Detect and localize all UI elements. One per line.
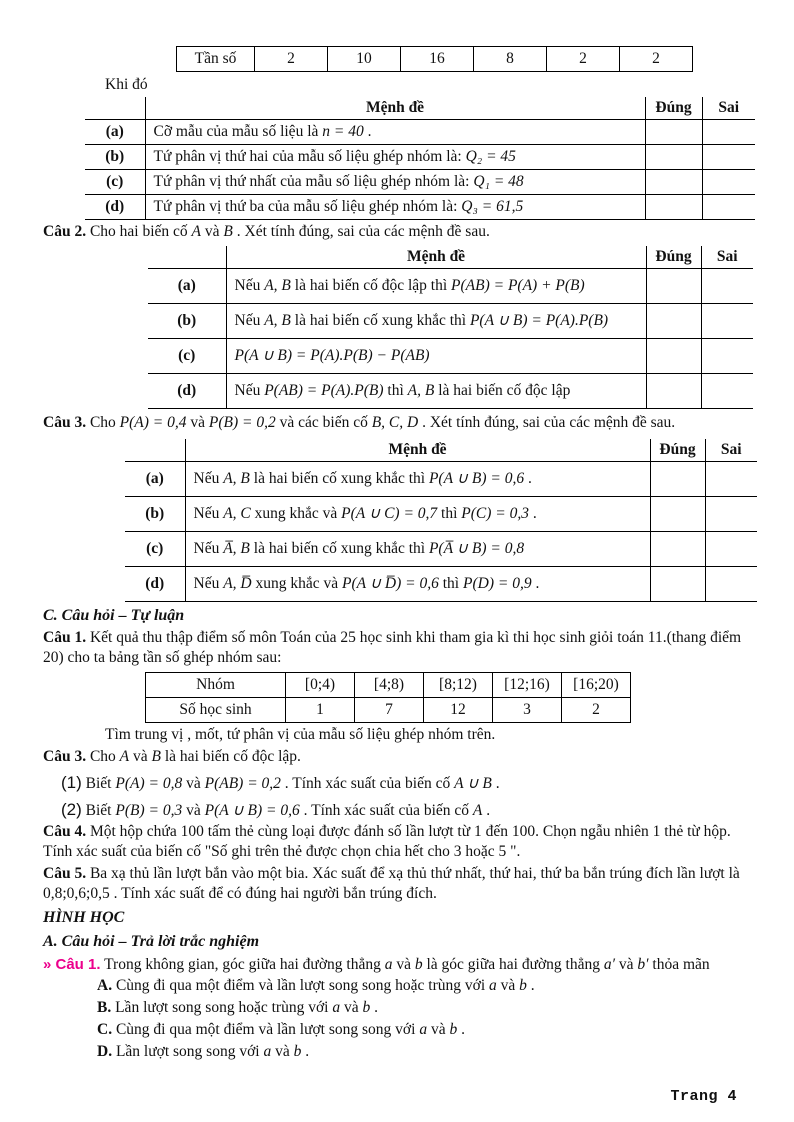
option-text: Lần lượt song song hoặc trùng với a và b . bbox=[111, 999, 378, 1017]
dung-header: Đúng bbox=[645, 97, 702, 119]
table-header-row bbox=[85, 97, 755, 119]
question-text: Cho A và B là hai biến cố độc lập. bbox=[86, 747, 301, 765]
sai-header: Sai bbox=[701, 246, 753, 268]
question-label: Câu 5. bbox=[43, 865, 87, 883]
question-label: Câu 3. bbox=[43, 414, 87, 432]
frequency-value: 10 bbox=[328, 47, 401, 72]
question-text: Kết quả thu thập điểm số môn Toán của 25 học sinh khi tham gia kì thi học sinh giỏi toán 11.(thang điểm 20) cho ta bảng tần số ghép nhóm sau: bbox=[43, 629, 742, 667]
row-label: (d) bbox=[148, 374, 226, 409]
statement-cell: Tứ phân vị thứ hai của mẫu số liệu ghép nhóm là: Q₂ = 45 bbox=[145, 144, 645, 169]
statement-cell: Tứ phân vị thứ ba của mẫu số liệu ghép nhóm là: Q₃ = 61,5 bbox=[145, 194, 645, 219]
statement-table-3 bbox=[125, 439, 757, 602]
group-interval: [0;4) bbox=[286, 673, 355, 698]
question-2-intro bbox=[43, 222, 755, 242]
table-row bbox=[148, 269, 753, 304]
question-label: Câu 4. bbox=[43, 823, 87, 841]
empty-header-cell bbox=[125, 439, 185, 461]
row-label: (d) bbox=[125, 566, 185, 601]
dung-answer-cell bbox=[645, 144, 702, 169]
frequency-table bbox=[176, 46, 693, 72]
dung-answer-cell bbox=[646, 269, 701, 304]
dung-answer-cell bbox=[645, 194, 702, 219]
option-d bbox=[97, 1042, 755, 1062]
dung-answer-cell bbox=[650, 531, 705, 566]
row-label: (b) bbox=[125, 496, 185, 531]
sai-answer-cell bbox=[701, 339, 753, 374]
empty-header-cell bbox=[148, 246, 226, 268]
students-count: 1 bbox=[286, 698, 355, 723]
table-row bbox=[177, 47, 693, 72]
option-a bbox=[97, 976, 755, 996]
option-text: Lần lượt song song với a và b . bbox=[112, 1042, 310, 1060]
sai-answer-cell bbox=[702, 144, 755, 169]
mcq-question-1 bbox=[43, 955, 755, 975]
statement-cell: Nếu A, D̅ xung khắc và P(A ∪ D̅) = 0,6 thì P(D) = 0,9 . bbox=[185, 566, 650, 601]
question-label: Câu 2. bbox=[43, 222, 87, 240]
frequency-value: 2 bbox=[547, 47, 620, 72]
option-text: Cùng đi qua một điểm và lần lượt song song hoặc trùng với a và b . bbox=[112, 977, 535, 995]
row-label: (b) bbox=[148, 304, 226, 339]
table-row bbox=[85, 119, 755, 144]
question-text: Cho hai biến cố A và B . Xét tính đúng, sai của các mệnh đề sau. bbox=[86, 222, 490, 240]
dung-answer-cell bbox=[650, 566, 705, 601]
empty-header-cell bbox=[85, 97, 145, 119]
table-row bbox=[148, 374, 753, 409]
frequency-value: 2 bbox=[620, 47, 693, 72]
sai-header: Sai bbox=[702, 97, 755, 119]
essay-question-1 bbox=[43, 628, 755, 668]
row-label: (b) bbox=[85, 144, 145, 169]
row-label: (a) bbox=[85, 119, 145, 144]
statement-table-1 bbox=[85, 97, 755, 220]
question-text: Cho P(A) = 0,4 và P(B) = 0,2 và các biến cố B, C, D . Xét tính đúng, sai của các mệnh đề sau. bbox=[86, 414, 676, 432]
statement-cell: Tứ phân vị thứ nhất của mẫu số liệu ghép nhóm là: Q₁ = 48 bbox=[145, 169, 645, 194]
row-label: (c) bbox=[125, 531, 185, 566]
row-label: (c) bbox=[148, 339, 226, 374]
statement-cell: Nếu P(AB) = P(A).P(B) thì A, B là hai biến cố độc lập bbox=[226, 374, 646, 409]
khi-do-text: Khi đó bbox=[105, 76, 148, 93]
section-a-heading: A. Câu hỏi – Trả lời trắc nghiệm bbox=[43, 933, 260, 951]
dung-answer-cell bbox=[646, 304, 701, 339]
page-number: Trang 4 bbox=[670, 1087, 737, 1105]
question-label: Câu 3. bbox=[43, 747, 87, 765]
group-interval: [4;8) bbox=[355, 673, 424, 698]
part-text: Biết P(A) = 0,8 và P(AB) = 0,2 . Tính xác suất của biến cố A ∪ B . bbox=[81, 774, 500, 792]
essay-question-5 bbox=[43, 864, 755, 904]
frequency-value: 16 bbox=[401, 47, 474, 72]
statement-cell: Nếu A, C xung khắc và P(A ∪ C) = 0,7 thì P(C) = 0,3 . bbox=[185, 496, 650, 531]
sai-answer-cell bbox=[705, 566, 757, 601]
essay-question-1-task: Tìm trung vị , mốt, tứ phân vị của mẫu số liệu ghép nhóm trên. bbox=[105, 726, 496, 744]
essay-question-4 bbox=[43, 822, 755, 862]
option-label: D. bbox=[97, 1042, 113, 1060]
sai-answer-cell bbox=[702, 194, 755, 219]
option-c bbox=[97, 1020, 755, 1040]
frequency-value: 2 bbox=[255, 47, 328, 72]
sai-answer-cell bbox=[705, 496, 757, 531]
statement-cell: P(A ∪ B) = P(A).P(B) − P(AB) bbox=[226, 339, 646, 374]
part-marker: (1) bbox=[61, 772, 82, 792]
table-row bbox=[85, 169, 755, 194]
table-row bbox=[146, 673, 631, 698]
table-row bbox=[146, 698, 631, 723]
question-text: Trong không gian, góc giữa hai đường thẳng a và b là góc giữa hai đường thẳng a′ và b′ thỏa mãn bbox=[100, 955, 710, 973]
sai-answer-cell bbox=[702, 119, 755, 144]
essay-question-3 bbox=[43, 747, 755, 767]
table-header-row bbox=[125, 439, 757, 461]
statement-table-2 bbox=[148, 246, 753, 409]
students-count: 7 bbox=[355, 698, 424, 723]
question-marker: » Câu 1. bbox=[43, 955, 101, 973]
dung-answer-cell bbox=[645, 119, 702, 144]
option-b bbox=[97, 998, 755, 1018]
row-label: (a) bbox=[148, 269, 226, 304]
sai-answer-cell bbox=[701, 374, 753, 409]
question-label: Câu 1. bbox=[43, 629, 87, 647]
sai-answer-cell bbox=[701, 304, 753, 339]
sai-header: Sai bbox=[705, 439, 757, 461]
sai-answer-cell bbox=[705, 531, 757, 566]
dung-answer-cell bbox=[650, 496, 705, 531]
table-row bbox=[125, 496, 757, 531]
question-text: Một hộp chứa 100 tấm thẻ cùng loại được đánh số lần lượt từ 1 đến 100. Chọn ngẫu nhiên 1 thẻ từ hộp. Tính xác suất của biến cố "Số ghi trên thẻ được chọn chia hết cho 3 hoặc 5 ". bbox=[43, 823, 731, 861]
statement-cell: Nếu A̅, B là hai biến cố xung khắc thì P(A̅ ∪ B) = 0,8 bbox=[185, 531, 650, 566]
table-row bbox=[125, 461, 757, 496]
statement-cell: Cỡ mẫu của mẫu số liệu là n = 40 . bbox=[145, 119, 645, 144]
sai-answer-cell bbox=[702, 169, 755, 194]
part-text: Biết P(B) = 0,3 và P(A ∪ B) = 0,6 . Tính xác suất của biến cố A . bbox=[81, 801, 491, 819]
statement-cell: Nếu A, B là hai biến cố xung khắc thì P(A ∪ B) = 0,6 . bbox=[185, 461, 650, 496]
dung-header: Đúng bbox=[650, 439, 705, 461]
menhde-header: Mệnh đề bbox=[185, 439, 650, 461]
section-c-heading: C. Câu hỏi – Tự luận bbox=[43, 606, 185, 624]
dung-answer-cell bbox=[646, 339, 701, 374]
row-label: (a) bbox=[125, 461, 185, 496]
row-label: (c) bbox=[85, 169, 145, 194]
group-interval: [16;20) bbox=[562, 673, 631, 698]
part-marker: (2) bbox=[61, 799, 82, 819]
dung-answer-cell bbox=[645, 169, 702, 194]
group-header: Nhóm bbox=[146, 673, 286, 698]
option-label: A. bbox=[97, 977, 113, 995]
essay-question-3-part-1 bbox=[61, 772, 755, 794]
table-row bbox=[148, 339, 753, 374]
option-label: C. bbox=[97, 1021, 113, 1039]
dung-answer-cell bbox=[646, 374, 701, 409]
table-row bbox=[125, 566, 757, 601]
geometry-heading: HÌNH HỌC bbox=[43, 908, 125, 926]
menhde-header: Mệnh đề bbox=[226, 246, 646, 268]
frequency-row-label: Tần số bbox=[177, 47, 255, 72]
table-header-row bbox=[148, 246, 753, 268]
sai-answer-cell bbox=[701, 269, 753, 304]
table-row bbox=[85, 194, 755, 219]
question-3-intro bbox=[43, 413, 755, 433]
sai-answer-cell bbox=[705, 461, 757, 496]
statement-cell: Nếu A, B là hai biến cố xung khắc thì P(A ∪ B) = P(A).P(B) bbox=[226, 304, 646, 339]
group-interval: [8;12) bbox=[424, 673, 493, 698]
frequency-value: 8 bbox=[474, 47, 547, 72]
option-label: B. bbox=[97, 999, 112, 1017]
menhde-header: Mệnh đề bbox=[145, 97, 645, 119]
statement-cell: Nếu A, B là hai biến cố độc lập thì P(AB) = P(A) + P(B) bbox=[226, 269, 646, 304]
group-interval: [12;16) bbox=[493, 673, 562, 698]
students-count: 12 bbox=[424, 698, 493, 723]
row-label: (d) bbox=[85, 194, 145, 219]
table-row bbox=[85, 144, 755, 169]
group-frequency-table bbox=[145, 672, 631, 723]
table-row bbox=[125, 531, 757, 566]
essay-question-3-part-2 bbox=[61, 799, 755, 821]
table-row bbox=[148, 304, 753, 339]
dung-answer-cell bbox=[650, 461, 705, 496]
students-count: 2 bbox=[562, 698, 631, 723]
dung-header: Đúng bbox=[646, 246, 701, 268]
students-row-label: Số học sinh bbox=[146, 698, 286, 723]
option-text: Cùng đi qua một điểm và lần lượt song song với a và b . bbox=[112, 1021, 465, 1039]
question-text: Ba xạ thủ lần lượt bắn vào một bia. Xác suất để xạ thủ thứ nhất, thứ hai, thứ ba bắn trúng đích lần lượt là 0,8;0,6;0,5 . Tính xác suất để có đúng hai người bắn trúng đích. bbox=[43, 865, 740, 902]
students-count: 3 bbox=[493, 698, 562, 723]
